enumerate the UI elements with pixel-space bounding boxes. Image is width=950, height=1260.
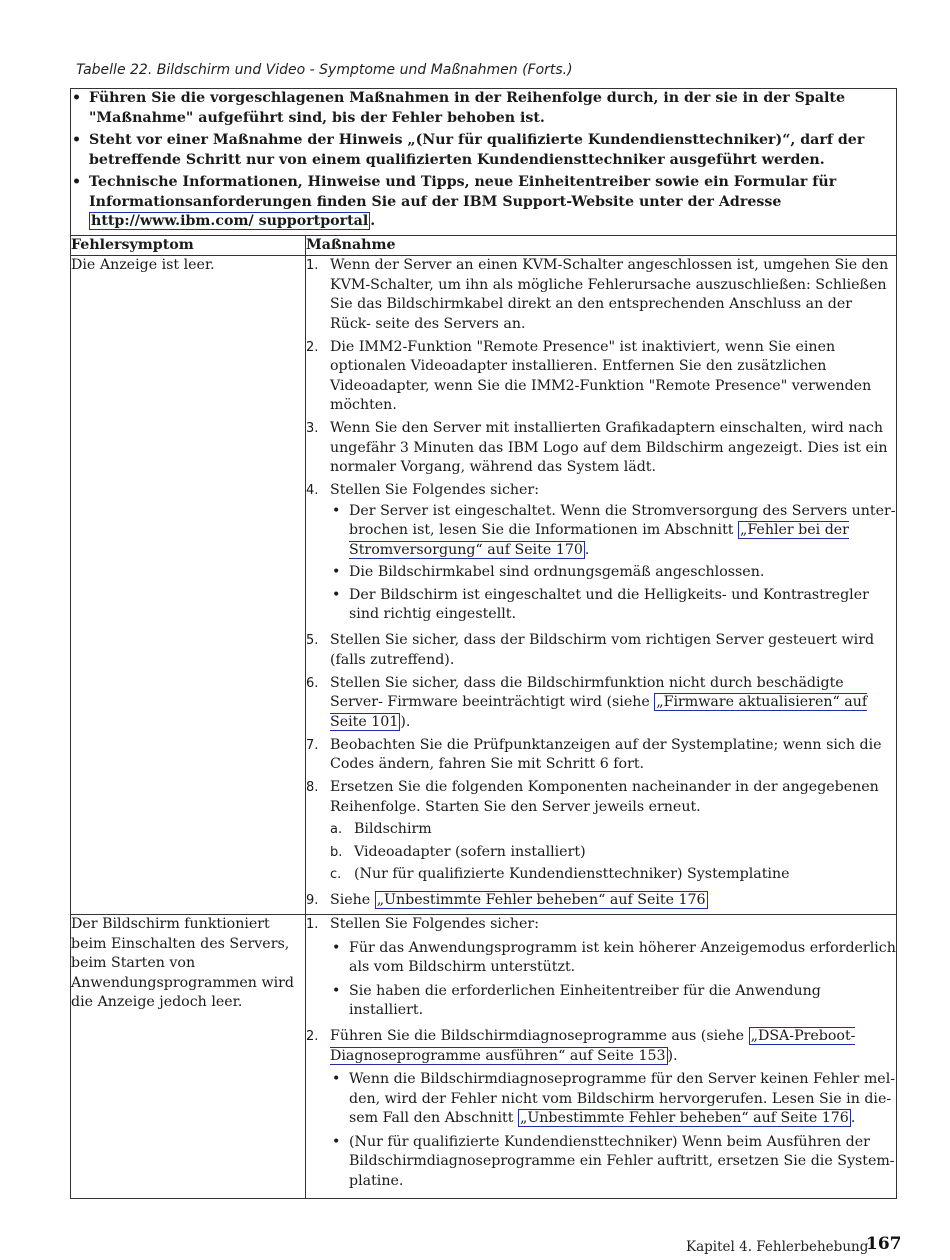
bullet-icon: • <box>332 586 341 603</box>
chapter-title: Kapitel 4. Fehlerbehebung <box>686 1239 869 1255</box>
sub-bullet: • Sie haben die erforderlichen Einheitentreiber für die Anwendung installiert. <box>330 982 896 1021</box>
sub-bullet: • Für das Anwendungsprogramm ist kein höherer Anzeigemodus erforderlich als vom Bildschirm unterstützt. <box>330 939 896 978</box>
bullet-icon: • <box>332 982 341 999</box>
note-text: Technische Informationen, Hinweise und Tipps, neue Einheitentreiber sowie ein Formular für Informationsanforderungen finden Sie auf der IBM Support-Website unter der Adresse http://www.ibm.com/ supportportal . <box>89 174 837 229</box>
table-caption: Tabelle 22. Bildschirm und Video - Symptome und Maßnahmen (Forts.) <box>76 62 573 78</box>
note-item <box>71 131 896 170</box>
bullet-icon: • <box>332 564 341 580</box>
action-cell <box>306 256 897 915</box>
step-item: 6. Stellen Sie sicher, dass die Bildschirmfunktion nicht durch beschädigte Server- Firmware beeinträchtigt wird (siehe „Firmware aktualisieren“ auf Seite 101 ). <box>306 674 868 730</box>
step-item: 8. Ersetzen Sie die folgenden Komponenten nacheinander in der angegebenen Reihenfolge. Starten Sie den Server jeweils erneut. a. Bildschirm b. Videoadapter (sofern installiert) c. (Nur für qualifizierte Kundendiensttechniker) Systemplatine <box>306 778 896 888</box>
bullet-icon: • <box>332 939 341 956</box>
bullet-icon: • <box>332 1133 341 1150</box>
bullet-icon: • <box>332 502 341 519</box>
power-supply-link[interactable]: „Fehler bei der Stromversorgung“ auf Seite 170 <box>349 522 849 558</box>
note-text: Steht vor einer Maßnahme der Hinweis „(Nur für qualifizierte Kundendiensttechniker)“, darf der betreffende Schritt nur von einem qualifizierten Kundendiensttechniker ausgeführt werden. <box>89 132 865 168</box>
header-symptom: Fehlersymptom <box>71 235 306 256</box>
undetermined-problems-link[interactable]: „Unbestimmte Fehler beheben“ auf Seite 176 <box>376 892 706 908</box>
bullet-icon: • <box>72 90 82 106</box>
bullet-icon: • <box>72 132 82 148</box>
step-item: 2. Die IMM2-Funktion "Remote Presence" ist inaktiviert, wenn Sie einen optionalen Videoadapter installieren. Entfernen Sie den zusätzlichen Videoadapter, wenn Sie die IMM2-Funktion "Remote Presence" verwenden möchten. <box>306 338 872 413</box>
undetermined-problems-link[interactable]: „Unbestimmte Fehler beheben“ auf Seite 176 <box>519 1110 849 1126</box>
note-item <box>71 89 896 128</box>
bullet-icon: • <box>332 1071 341 1087</box>
table-row <box>71 256 897 915</box>
bullet-icon: • <box>72 174 82 190</box>
sub-bullet: • Wenn die Bildschirmdiagnoseprogramme für den Server keinen Fehler mel- den, wird der Fehler nicht vom Bildschirm hervorgerufen. Lesen Sie in die- sem Fall den Abschnitt „Unbestimmte Fehler beheben“ auf Seite 176 . <box>330 1070 896 1129</box>
firmware-link[interactable]: „Firmware aktualisieren“ auf Seite 101 <box>330 694 868 730</box>
step-item: 4. Stellen Sie Folgendes sicher: • Der Server ist eingeschaltet. Wenn die Stromversorgung des Servers unter- brochen ist, lesen Sie die Informationen im Abschnitt „Fehler bei der Stromversorgung“ auf Seite 170 . • Die Bildschirmkabel sind ordnungsgemäß angeschlossen. • Der Bildschirm ist eingeschaltet und die Helligkeits- und Kontrastregler sind richtig eingestellt. <box>306 481 896 628</box>
sub-bullet: • (Nur für qualifizierte Kundendiensttechniker) Wenn beim Ausführen der Bildschirmdiagnoseprogramme ein Fehler auftritt, ersetzen Sie die System- platine. <box>330 1133 896 1192</box>
alpha-item: a. Bildschirm <box>330 821 432 837</box>
note-item <box>71 173 896 232</box>
action-cell <box>306 915 897 1199</box>
symptom-cell: Der Bildschirm funktioniert beim Einschalten des Servers, beim Starten von Anwendungsprogrammen wird die Anzeige jedoch leer. <box>71 915 306 1199</box>
header-action: Maßnahme <box>306 235 897 256</box>
ibm-support-link[interactable]: http://www.ibm.com/ supportportal <box>91 213 369 229</box>
step-item: 9. Siehe „Unbestimmte Fehler beheben“ auf Seite 176 <box>306 892 706 908</box>
step-item: 1. Stellen Sie Folgendes sicher: • Für das Anwendungsprogramm ist kein höherer Anzeigemodus erforderlich als vom Bildschirm unterstützt. • Sie haben die erforderlichen Einheitentreiber für die Anwendung installiert. <box>306 915 896 1024</box>
symptom-table <box>70 88 897 1199</box>
step-item: 5. Stellen Sie sicher, dass der Bildschirm vom richtigen Server gesteuert wird (falls zutreffend). <box>306 632 875 668</box>
alpha-item: c. (Nur für qualifizierte Kundendiensttechniker) Systemplatine <box>330 866 790 882</box>
note-text: Führen Sie die vorgeschlagenen Maßnahmen in der Reihenfolge durch, in der sie in der Spalte "Maßnahme" aufgeführt sind, bis der Fehler behoben ist. <box>89 90 846 126</box>
sub-bullet: • Der Server ist eingeschaltet. Wenn die Stromversorgung des Servers unter- brochen ist, lesen Sie die Informationen im Abschnitt „Fehler bei der Stromversorgung“ auf Seite 170 . <box>330 502 896 561</box>
sub-bullet: • Der Bildschirm ist eingeschaltet und die Helligkeits- und Kontrastregler sind richtig eingestellt. <box>330 586 896 625</box>
table-row <box>71 915 897 1199</box>
step-item: 3. Wenn Sie den Server mit installierten Grafikadaptern einschalten, wird nach ungefähr 3 Minuten das IBM Logo auf dem Bildschirm angezeigt. Dies ist ein normaler Vorgang, während das System lädt. <box>306 420 888 475</box>
step-item: 7. Beobachten Sie die Prüfpunktanzeigen auf der Systemplatine; wenn sich die Codes ändern, fahren Sie mit Schritt 6 fort. <box>306 736 882 772</box>
alpha-item: b. Videoadapter (sofern installiert) <box>330 843 586 860</box>
sub-bullet: • Die Bildschirmkabel sind ordnungsgemäß angeschlossen. <box>330 563 896 583</box>
notes-cell <box>71 89 897 236</box>
step-item: 1. Wenn der Server an einen KVM-Schalter angeschlossen ist, umgehen Sie den KVM-Schalter, um ihn als mögliche Fehlerursache auszuschließen: Schließen Sie das Bildschirmkabel direkt an den entsprechenden Anschluss an der Rück- seite des Servers an. <box>306 257 889 332</box>
page-number: 167 <box>866 1234 902 1254</box>
dsa-preboot-link[interactable]: „DSA-Preboot- Diagnoseprogramme ausführen“ auf Seite 153 <box>330 1028 856 1064</box>
symptom-cell: Die Anzeige ist leer. <box>71 256 306 915</box>
step-item: 2. Führen Sie die Bildschirmdiagnoseprogramme aus (siehe „DSA-Preboot- Diagnoseprogramme ausführen“ auf Seite 153 ). • Wenn die Bildschirmdiagnoseprogramme für den Server keinen Fehler mel- den, wird der Fehler nicht vom Bildschirm hervorgerufen. Lesen Sie in die- sem Fall den Abschnitt „Unbestimmte Fehler beheben“ auf Seite 176 . • (Nur für qualifizierte Kundendiensttechniker) Wenn beim Ausführen der Bildschirmdiagnoseprogramme ein Fehler auftritt, ersetzen Sie die System- platine. <box>306 1027 896 1194</box>
